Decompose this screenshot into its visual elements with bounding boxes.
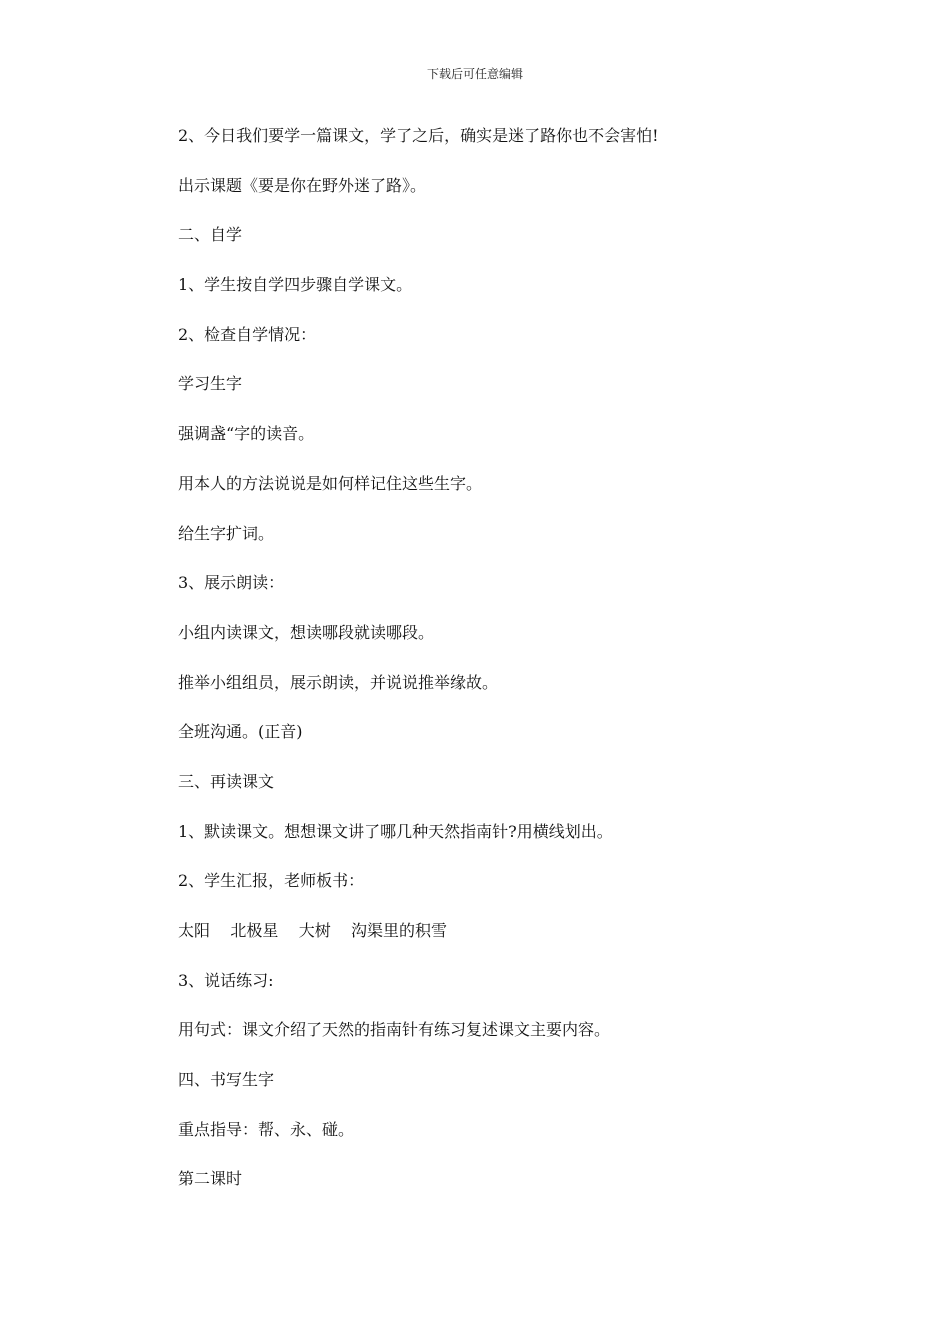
paragraph: 小组内读课文，想读哪段就读哪段。 — [178, 622, 435, 642]
paragraph: 太阳 北极星 大树 沟渠里的积雪 — [178, 921, 448, 940]
page-header: 下载后可任意编辑 — [426, 67, 523, 81]
paragraph: 学习生字 — [178, 374, 243, 394]
section-heading: 四、书写生字 — [178, 1070, 275, 1090]
paragraph: 重点指导：帮、永、碰。 — [178, 1119, 355, 1139]
paragraph: 2、检查自学情况： — [178, 324, 317, 344]
paragraph: 3、展示朗读： — [178, 573, 285, 593]
paragraph: 3、说话练习: — [178, 970, 274, 990]
document-body — [178, 125, 798, 1218]
paragraph: 2、学生汇报，老师板书： — [178, 871, 365, 891]
paragraph: 2、今日我们要学一篇课文，学了之后，确实是迷了路你也不会害怕! — [178, 126, 659, 145]
paragraph: 出示课题《要是你在野外迷了路》。 — [178, 175, 427, 195]
paragraph: 1、默读课文。想想课文讲了哪几种天然指南针?用横线划出。 — [178, 821, 613, 841]
paragraph: 给生字扩词。 — [178, 523, 275, 543]
paragraph: 推举小组组员，展示朗读，并说说推举缘故。 — [178, 672, 499, 692]
paragraph: 强调盏“字的读音。 — [178, 424, 315, 444]
paragraph: 全班沟通。(正音) — [178, 722, 303, 742]
section-heading: 二、自学 — [178, 225, 243, 245]
paragraph: 用本人的方法说说是如何样记住这些生字。 — [178, 473, 483, 493]
paragraph: 用句式：课文介绍了天然的指南针有练习复述课文主要内容。 — [178, 1020, 611, 1040]
section-heading: 三、再读课文 — [178, 771, 275, 791]
paragraph: 1、学生按自学四步骤自学课文。 — [178, 275, 413, 295]
paragraph: 第二课时 — [178, 1169, 243, 1189]
